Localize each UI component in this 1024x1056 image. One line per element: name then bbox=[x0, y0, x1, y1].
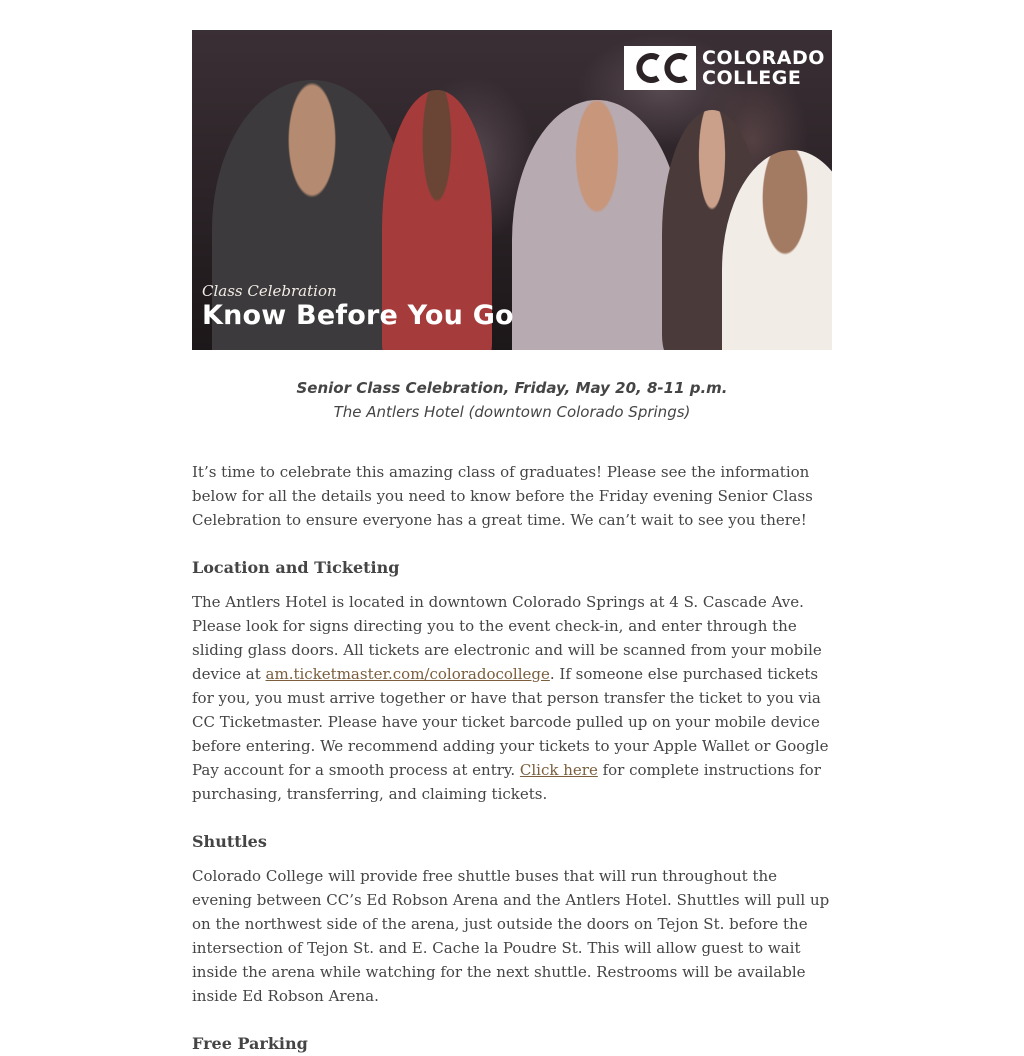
intro-paragraph: It’s time to celebrate this amazing class of graduates! Please see the information below for all the details you need to know before the Friday evening Senior Class Celebration to ensure everyone has a great time. We can’t wait to see you there! bbox=[192, 463, 813, 529]
parking-heading: Free Parking bbox=[192, 1034, 308, 1053]
shuttles-heading: Shuttles bbox=[192, 832, 267, 851]
logo-wordmark bbox=[702, 48, 825, 88]
location-text-2: . If someone else purchased tickets for you, you must arrive together or have that person transfer the ticket to you via CC Ticketmaster. Please have your ticket barcode pulled up on your mobile device before entering. We recommend adding your tickets to your Apple Wallet or Google Pay account for a smooth process at entry. bbox=[192, 665, 829, 779]
cc-logo-icon bbox=[624, 46, 696, 90]
location-paragraph bbox=[192, 590, 832, 806]
event-title: Senior Class Celebration, Friday, May 20, 8-11 p.m. bbox=[296, 379, 728, 397]
logo-line-2: COLLEGE bbox=[702, 67, 802, 89]
shuttles-paragraph: Colorado College will provide free shuttle buses that will run throughout the evening between CC’s Ed Robson Arena and the Antlers Hotel. Shuttles will pull up on the northwest side of the arena, just outside the doors on Tejon St. before the intersection of Tejon St. and E. Cache la Poudre St. This will allow guest to wait inside the arena while watching for the next shuttle. Restrooms will be available inside Ed Robson Arena. bbox=[192, 867, 830, 1005]
location-text-1: The Antlers Hotel is located in downtown Colorado Springs at 4 S. Cascade Ave. Please look for signs directing you to the event check-in, and enter through the sliding glass doors. All tickets are electronic and will be scanned from your mobile device at bbox=[192, 593, 822, 683]
event-location: The Antlers Hotel (downtown Colorado Springs) bbox=[333, 403, 691, 421]
event-header bbox=[192, 376, 832, 424]
ticketmaster-link[interactable]: am.ticketmaster.com/coloradocollege bbox=[265, 665, 550, 683]
click-here-link[interactable]: Click here bbox=[519, 761, 598, 779]
email-body bbox=[192, 30, 832, 1056]
logo-line-1: COLORADO bbox=[702, 47, 825, 69]
hero-title: Know Before You Go bbox=[202, 300, 514, 331]
hero-kicker: Class Celebration bbox=[202, 282, 337, 300]
location-text-3: for complete instructions for purchasing, transferring, and claiming tickets. bbox=[192, 761, 821, 803]
location-heading: Location and Ticketing bbox=[192, 558, 400, 577]
dancer-figure bbox=[512, 100, 682, 350]
hero-banner bbox=[192, 30, 832, 350]
college-logo[interactable] bbox=[624, 46, 824, 92]
